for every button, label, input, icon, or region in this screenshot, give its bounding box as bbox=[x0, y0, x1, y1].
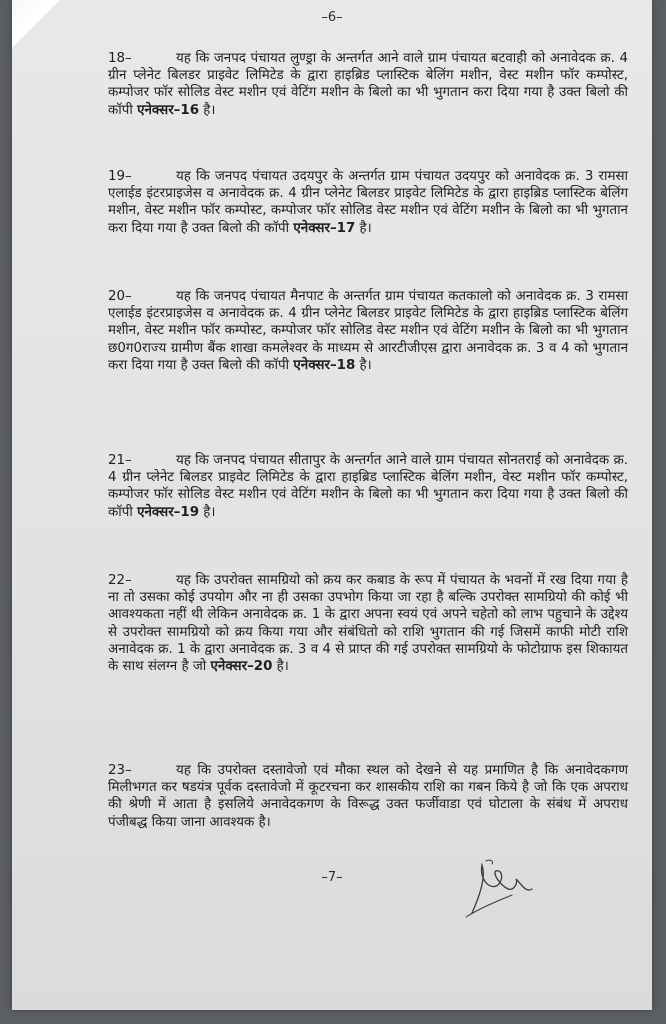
paragraph-19 bbox=[108, 168, 628, 237]
paragraph-20 bbox=[108, 288, 628, 374]
paragraph-suffix: है। bbox=[355, 357, 372, 373]
paragraph-number: 18– bbox=[108, 51, 132, 66]
paragraph-number: 19– bbox=[108, 169, 132, 184]
paragraph-text: यह कि उपरोक्त सामग्रियो को क्रय कर कबाड के रूप में पंचायत के भवनों में रख दिया गया है ना तो उसका कोई उपयोग और ना ही उसका उपभोग किया जा रहा है बल्कि उपरोक्त सामग्रियो की कोई भी आवश्यकता नहीं थी लेकिन अनावेदक क्र. 1 के द्वारा अपना स्वयं एवं अपने चहेतो को लाभ पहुचाने के उद्देश्य से उपरोक्त सामग्रियो को क्रय किया गया और संबंधितो को राशि भुगतान की गई जिसमें काफी मोटी राशि अनावेदक क्र. 1 के द्वारा अनावेदक क्र. 3 व 4 से प्राप्त की गई उपरोक्त सामग्रियो के फोटोग्राफ इस शिकायत के साथ संलग्न है जो bbox=[108, 573, 628, 675]
document-page bbox=[12, 0, 652, 1010]
paragraph-suffix: है। bbox=[199, 504, 216, 520]
paragraph-text: यह कि जनपद पंचायत लुण्ड्रा के अन्तर्गत आने वाले ग्राम पंचायत बटवाही को अनावेदक क्र. 4 ग्रीन प्लेनेट बिलडर प्राइवेट लिमिटेड के द्वारा हाइब्रिड प्लास्टिक बेलिंग मशीन, वेस्ट मशीन फॉर कम्पोस्ट, कम्पोजर फॉर सोलिड वेस्ट मशीन एवं वेटिंग मशीन के बिलो का भी भुगतान करा दिया गया है उक्त बिलो की कॉपी bbox=[108, 51, 628, 118]
annexure-ref: एनेक्सर–20 bbox=[210, 659, 273, 675]
paragraph-21 bbox=[108, 452, 628, 521]
paragraph-number: 23– bbox=[108, 763, 132, 778]
handwritten-signature bbox=[452, 855, 542, 925]
paragraph-number: 20– bbox=[108, 289, 132, 304]
annexure-ref: एनेक्सर–19 bbox=[137, 504, 200, 520]
paragraph-suffix: है। bbox=[355, 220, 372, 236]
page-number-top: –6– bbox=[321, 10, 343, 25]
annexure-ref: एनेक्सर–17 bbox=[293, 220, 356, 236]
page-number-bottom: –7– bbox=[321, 870, 343, 885]
annexure-ref: एनेक्सर–16 bbox=[137, 102, 200, 118]
paragraph-22 bbox=[108, 572, 628, 675]
paragraph-text: यह कि उपरोक्त दस्तावेजो एवं मौका स्थल को देखने से यह प्रमाणित है कि अनावेदकगण मिलीभगत कर षडयंत्र पूर्वक दस्तावेजो में कूटरचना कर शासकीय राशि का गबन किये है जो कि एक अपराध की श्रेणी में आता है इसलिये अनावेदकगण के विरूद्ध उक्त फर्जीवाडा एवं घोटाला के संबंध में अपराध पंजीबद्ध किया जाना आवश्यक है। bbox=[108, 763, 628, 830]
paragraph-18 bbox=[108, 50, 628, 119]
paragraph-23 bbox=[108, 762, 628, 831]
paragraph-number: 21– bbox=[108, 453, 132, 468]
paragraph-suffix: है। bbox=[272, 659, 289, 675]
paragraph-text: यह कि जनपद पंचायत उदयपुर के अन्तर्गत ग्राम पंचायत उदयपुर को अनावेदक क्र. 3 रामसा एलाईड इंटरप्राइजेस व अनावेदक क्र. 4 ग्रीन प्लेनेट बिलडर प्राइवेट लिमिटेड के द्वारा हाइब्रिड प्लास्टिक बेलिंग मशीन, वेस्ट मशीन फॉर कम्पोस्ट, कम्पोजर फॉर सोलिड वेस्ट मशीन एवं वेटिंग मशीन के बिलो का भी भुगतान करा दिया गया है उक्त बिलो की कॉपी bbox=[108, 169, 628, 236]
annexure-ref: एनेक्सर–18 bbox=[293, 357, 356, 373]
paragraph-text: यह कि जनपद पंचायत मैनपाट के अन्तर्गत ग्राम पंचायत कतकालो को अनावेदक क्र. 3 रामसा एलाईड इंटरप्राइजेस व अनावेदक क्र. 4 ग्रीन प्लेनेट बिलडर प्राइवेट लिमिटेड के द्वारा हाइब्रिड प्लास्टिक बेलिंग मशीन, वेस्ट मशीन फॉर कम्पोस्ट, कम्पोजर फॉर सोलिड वेस्ट मशीन एवं वेटिंग मशीन के बिलो का भी भुगतान छ0ग0राज्य ग्रामीण बैंक शाखा कमलेश्वर के माध्यम से आरटीजीएस द्वारा अनावेदक क्र. 3 व 4 को भुगतान करा दिया गया है उक्त बिलो की कॉपी bbox=[108, 289, 628, 373]
paragraph-suffix: है। bbox=[199, 102, 216, 118]
paragraph-text: यह कि जनपद पंचायत सीतापुर के अन्तर्गत आने वाले ग्राम पंचायत सोनतराई को अनावेदक क्र. 4 ग्रीन प्लेनेट बिलडर प्राइवेट लिमिटेड के द्वारा हाइब्रिड प्लास्टिक बेलिंग मशीन, वेस्ट मशीन फॉर कम्पोस्ट, कम्पोजर फॉर सोलिड वेस्ट मशीन एवं वेटिंग मशीन के बिलो का भी भुगतान करा दिया गया है उक्त बिलो की कॉपी bbox=[108, 453, 628, 520]
paragraph-number: 22– bbox=[108, 573, 132, 588]
